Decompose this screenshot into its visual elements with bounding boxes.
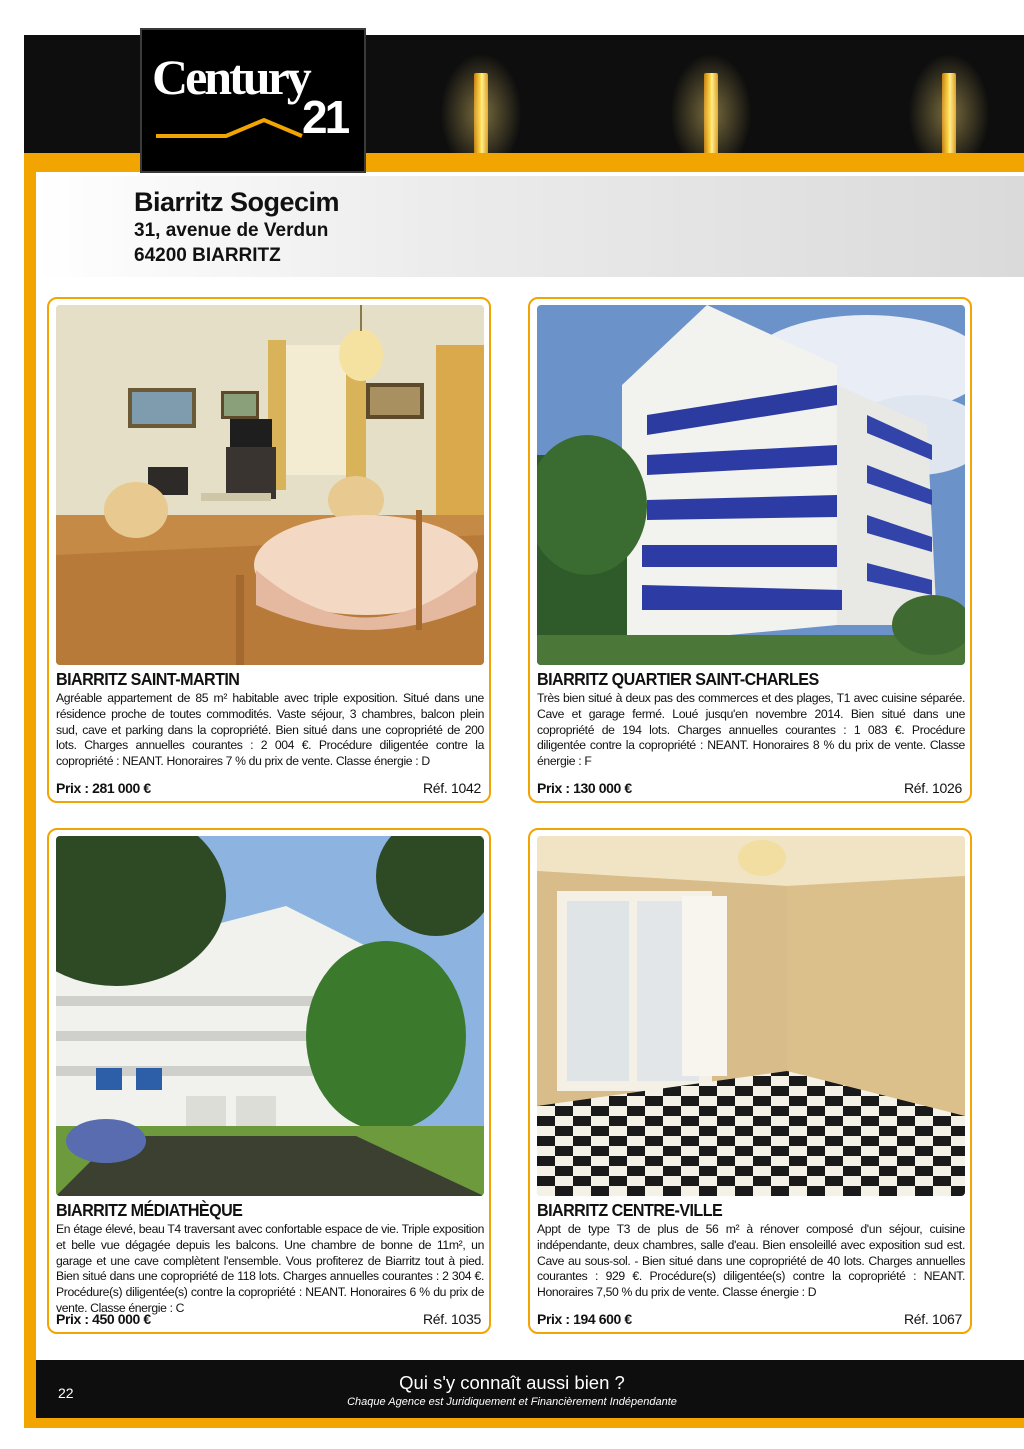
listing-ref: Réf. 1035 [422, 1311, 481, 1327]
logo-word: Century [152, 49, 309, 105]
footer-subslogan: Chaque Agence est Juridiquement et Financièrement Indépendante [347, 1396, 677, 1408]
listing-price: Prix : 130 000 € [537, 780, 632, 796]
house-roof-icon [156, 116, 306, 140]
listing-description: Très bien situé à deux pas des commerces et des plages, T1 avec cuisine séparée. Cave et garage fermé. Loué jusqu'en novembre 2014. Bien situé dans une copropriété de 194 lots. Charges annuelles courantes : 1 083 €. Procédure diligentée contre la copropriété : NEANT. Honoraires 8 % du prix de vente. Classe énergie : F [537, 691, 965, 769]
listing-ref: Réf. 1067 [903, 1311, 962, 1327]
footer-gold-stripe [24, 1418, 1024, 1428]
listing-title: BIARRITZ SAINT-MARTIN [56, 669, 240, 689]
left-gold-bar [24, 172, 36, 1360]
listing-description: En étage élevé, beau T4 traversant avec confortable espace de vie. Triple exposition et belle vue dégagée depuis les balcons. Une chambre de bonne de 11m², un garage et une cave complètent l'ensemble. Vous profiterez de Biarritz tout à pied. Bien situé dans une copropriété de 118 lots. Charges annuelles courantes : 2 304 €. Procédure(s) diligentée(s) contre la copropriété : NEANT. Honoraires 6 % du prix de vente. Classe énergie : C [56, 1222, 484, 1315]
listing-title: BIARRITZ MÉDIATHÈQUE [56, 1200, 243, 1220]
listing-card-saint-martin[interactable] [47, 297, 491, 803]
footer-slogan: Qui s'y connaît aussi bien ? [399, 1372, 625, 1393]
listing-card-mediatheque[interactable] [47, 828, 491, 1334]
listing-title: BIARRITZ QUARTIER SAINT-CHARLES [537, 669, 819, 689]
agency-city: 64200 BIARRITZ [134, 245, 281, 266]
listing-price: Prix : 450 000 € [56, 1311, 151, 1327]
century21-logo [140, 28, 366, 173]
agency-street: 31, avenue de Verdun [134, 220, 329, 241]
listing-ref: Réf. 1042 [422, 780, 481, 796]
listing-title: BIARRITZ CENTRE-VILLE [537, 1200, 723, 1220]
listing-photo-building-blue-balconies[interactable] [537, 305, 965, 665]
listing-photo-white-residence[interactable] [56, 836, 484, 1196]
page-number: 22 [58, 1385, 74, 1401]
listing-description: Appt de type T3 de plus de 56 m² à rénover composé d'un séjour, cuisine indépendante, deux chambres, salle d'eau. Bien ensoleillé avec exposition sud est. Cave au sous-sol. - Bien situé dans une copropriété de 40 lots. Charges annuelles courantes : 929 €. Procédure(s) diligentée(s) contre la copropriété : NEANT. Honoraires 7,50 % du prix de vente. Classe énergie : D [537, 1222, 965, 1300]
logo-number: 21 [302, 91, 348, 143]
listing-card-saint-charles[interactable] [528, 297, 972, 803]
listing-description: Agréable appartement de 85 m² habitable avec triple exposition. Situé dans une résidence proche de toutes commodités. Vaste séjour, 3 chambres, balcon plein sud, cave et parking dans la copropriété. Bien situé dans une copropriété de 200 lots. Charges annuelles courantes : 2 004 €. Procédure diligentée contre la copropriété : NEANT. Honoraires 7 % du prix de vente. Classe énergie : D [56, 691, 484, 769]
listing-ref: Réf. 1026 [903, 780, 962, 796]
listing-price: Prix : 194 600 € [537, 1311, 632, 1327]
listing-card-centre-ville[interactable] [528, 828, 972, 1334]
listing-photo-living-room[interactable] [56, 305, 484, 665]
listing-price: Prix : 281 000 € [56, 780, 151, 796]
agency-name: Biarritz Sogecim [134, 187, 340, 217]
listing-photo-checkered-room[interactable] [537, 836, 965, 1196]
